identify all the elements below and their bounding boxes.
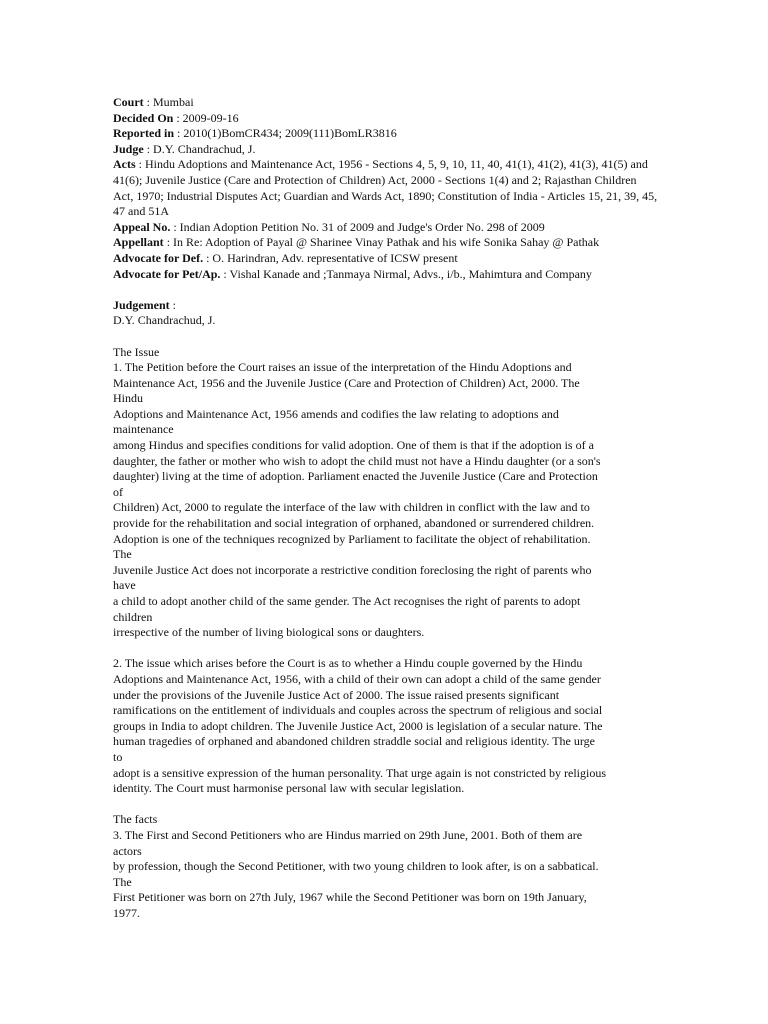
paragraph-line: irrespective of the number of living biological sons or daughters.: [113, 625, 425, 640]
paragraph-line: daughter, the father or mother who wish to adopt the child must not have a Hindu daughter (or a son's: [113, 453, 601, 468]
meta-value: : D.Y. Chandrachud, J.: [143, 141, 256, 156]
meta-line: [113, 157, 658, 219]
case-metadata: [113, 95, 658, 282]
meta-key: Advocate for Pet/Ap.: [113, 266, 221, 281]
spacer: [113, 282, 658, 298]
section-heading: The facts: [113, 812, 158, 827]
meta-line: [113, 220, 658, 236]
meta-key: Advocate for Def.: [113, 250, 204, 265]
meta-key: Court: [113, 95, 144, 109]
paragraph-line: identity. The Court must harmonise personal law with secular legislation.: [113, 781, 465, 796]
meta-line: [113, 142, 658, 158]
meta-key: Appeal No.: [113, 219, 171, 234]
paragraph-line: to: [113, 749, 123, 764]
meta-line: [113, 126, 658, 142]
paragraph-line: of: [113, 484, 123, 499]
paragraph-line: children: [113, 609, 153, 624]
meta-value: : In Re: Adoption of Payal @ Sharinee Vinay Pathak and his wife Sonika Sahay @ Pathak: [163, 235, 600, 250]
paragraph-line: ramifications on the entitlement of individuals and couples across the spectrum of religious and social: [113, 703, 603, 718]
paragraph-line: human tragedies of orphaned and abandoned children straddle social and religious identity. The urge: [113, 734, 595, 749]
spacer: [113, 797, 658, 813]
paragraph-line: under the provisions of the Juvenile Justice Act of 2000. The issue raised presents significant: [113, 687, 560, 702]
meta-value: : Mumbai: [143, 95, 194, 109]
paragraph-line: daughter) living at the time of adoption. Parliament enacted the Juvenile Justice (Care and Protection: [113, 469, 598, 484]
paragraph-line: adopt is a sensitive expression of the human personality. That urge again is not constricted by religious: [113, 765, 607, 780]
meta-key: Decided On: [113, 110, 174, 125]
paragraph-line: among Hindus and specifies conditions for valid adoption. One of them is that if the adoption is of a: [113, 438, 594, 453]
judgement-header: [113, 298, 658, 314]
paragraph-line: Maintenance Act, 1956 and the Juvenile Justice (Care and Protection of Children) Act, 2000. The: [113, 375, 580, 390]
paragraph-line: maintenance: [113, 422, 174, 437]
spacer: [113, 329, 658, 345]
paragraph-line: 1. The Petition before the Court raises an issue of the interpretation of the Hindu Adoptions and: [113, 360, 572, 375]
meta-value: : Vishal Kanade and ;Tanmaya Nirmal, Advs., i/b., Mahimtura and Company: [220, 266, 592, 281]
meta-key: Reported in: [113, 126, 174, 141]
paragraph-line: First Petitioner was born on 27th July, 1967 while the Second Petitioner was born on 19th January,: [113, 890, 587, 905]
paragraph-line: Adoptions and Maintenance Act, 1956 amends and codifies the law relating to adoptions and: [113, 406, 559, 421]
meta-key: Acts: [113, 157, 136, 172]
section-heading: The Issue: [113, 344, 160, 359]
meta-line: [113, 251, 658, 267]
meta-line: [113, 267, 658, 283]
meta-value: : Hindu Adoptions and Maintenance Act, 1956 - Sections 4, 5, 9, 10, 11, 40, 41(1), 41(2), 41(3), 41(5) and 41(6); Juvenile Justice (Care and Protection of Children) Act, 2000 - Sections 1(4) and 2; Rajasthan Children Act, 1970; Industrial Disputes Act; Guardian and Wards Act, 1890; Constitution of India - Articles 15, 21, 39, 45, 47 and 51A: [113, 157, 658, 219]
judgement-colon: :: [169, 297, 177, 312]
paragraph-line: groups in India to adopt children. The Juvenile Justice Act, 2000 is legislation of a secular nature. The: [113, 718, 603, 733]
paragraph-line: The: [113, 547, 132, 562]
judgement-body: [113, 329, 658, 922]
spacer: [113, 641, 658, 657]
meta-value: : 2010(1)BomCR434; 2009(111)BomLR3816: [174, 126, 397, 141]
meta-value: : Indian Adoption Petition No. 31 of 2009 and Judge's Order No. 298 of 2009: [170, 219, 545, 234]
paragraph-line: Adoptions and Maintenance Act, 1956, with a child of their own can adopt a child of the same gender: [113, 671, 601, 686]
meta-line: [113, 111, 658, 127]
paragraph-line: by profession, though the Second Petitioner, with two young children to look after, is on a sabbatical.: [113, 859, 599, 874]
paragraph-line: Juvenile Justice Act does not incorporate a restrictive condition foreclosing the right of parents who: [113, 562, 592, 577]
paragraph-line: actors: [113, 843, 142, 858]
meta-value: : 2009-09-16: [173, 110, 239, 125]
paragraph-line: 3. The First and Second Petitioners who are Hindus married on 29th June, 2001. Both of them are: [113, 827, 583, 842]
meta-key: Appellant: [113, 235, 164, 250]
paragraph-line: Adoption is one of the techniques recognized by Parliament to facilitate the object of rehabilitation.: [113, 531, 591, 546]
paragraph-line: a child to adopt another child of the same gender. The Act recognises the right of parents to adopt: [113, 594, 581, 608]
judgement-label: Judgement: [113, 297, 170, 312]
document-page: [113, 95, 658, 921]
paragraph-line: Children) Act, 2000 to regulate the interface of the law with children in conflict with the law and to: [113, 500, 590, 515]
paragraph-line: 1977.: [113, 905, 140, 920]
meta-line: [113, 235, 658, 251]
judgement-judge: D.Y. Chandrachud, J.: [113, 313, 216, 328]
paragraph-line: Hindu: [113, 391, 143, 406]
paragraph-line: 2. The issue which arises before the Court is as to whether a Hindu couple governed by the Hindu: [113, 656, 583, 671]
meta-key: Judge: [113, 141, 144, 156]
paragraph-line: The: [113, 874, 132, 889]
meta-line: [113, 95, 658, 111]
paragraph-line: have: [113, 578, 136, 593]
paragraph-line: provide for the rehabilitation and social integration of orphaned, abandoned or surrendered children.: [113, 516, 595, 531]
meta-value: : O. Harindran, Adv. representative of ICSW present: [203, 250, 458, 265]
